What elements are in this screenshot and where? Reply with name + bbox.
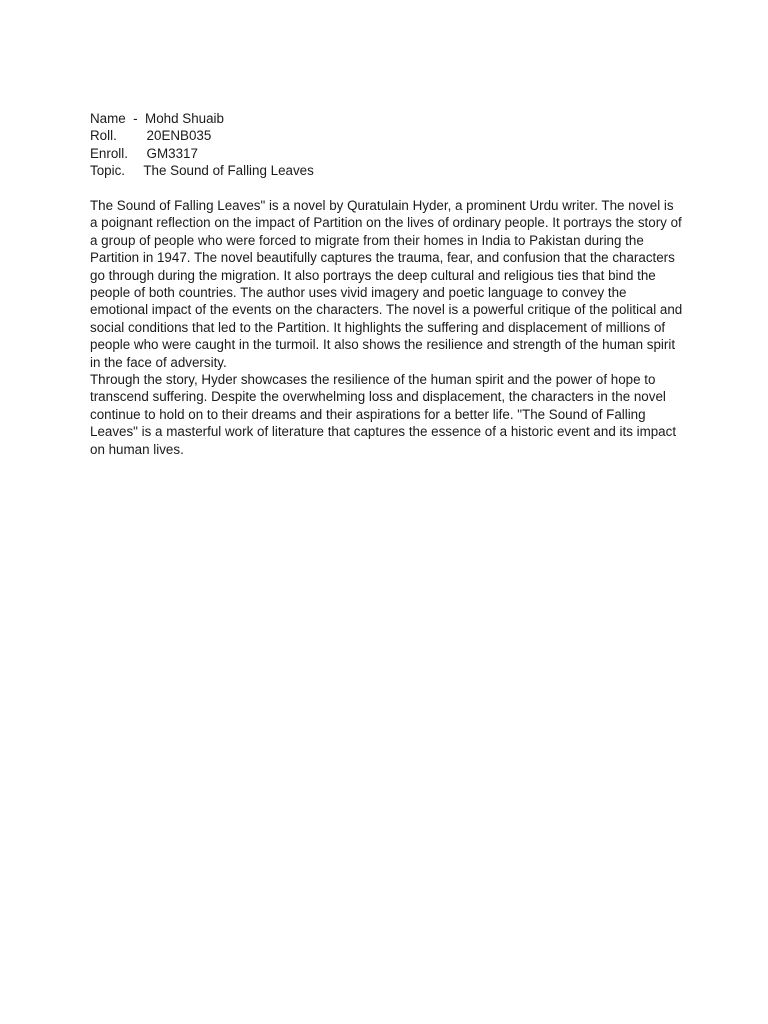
- document-content: [90, 110, 684, 458]
- blank-line: [90, 180, 684, 197]
- roll-line: Roll. 20ENB035: [90, 128, 212, 144]
- body-paragraph-2: Through the story, Hyder showcases the resilience of the human spirit and the power of hope to transcend suffering. Despite the overwhelming loss and displacement, the characters in the novel continue to hold on to their dreams and their aspirations for a better life. "The Sound of Falling Leaves" is a masterful work of literature that captures the essence of a historic event and its impact on human lives.: [90, 372, 677, 457]
- enroll-line: Enroll. GM3317: [90, 145, 198, 161]
- topic-line: Topic. The Sound of Falling Leaves: [90, 163, 314, 179]
- body-paragraph-1: The Sound of Falling Leaves" is a novel by Quratulain Hyder, a prominent Urdu writer. The novel is a poignant reflection on the impact of Partition on the lives of ordinary people. It portrays the story of a group of people who were forced to migrate from their homes in India to Pakistan during the Partition in 1947. The novel beautifully captures the trauma, fear, and confusion that the characters go through during the migration. It also portrays the deep cultural and religious ties that bind the people of both countries. The author uses vivid imagery and poetic language to convey the emotional impact of the events on the characters. The novel is a powerful critique of the political and social conditions that led to the Partition. It highlights the suffering and displacement of millions of people who were caught in the turmoil. It also shows the resilience and strength of the human spirit in the face of adversity.: [90, 198, 683, 370]
- name-line: Name - Mohd Shuaib: [90, 111, 224, 126]
